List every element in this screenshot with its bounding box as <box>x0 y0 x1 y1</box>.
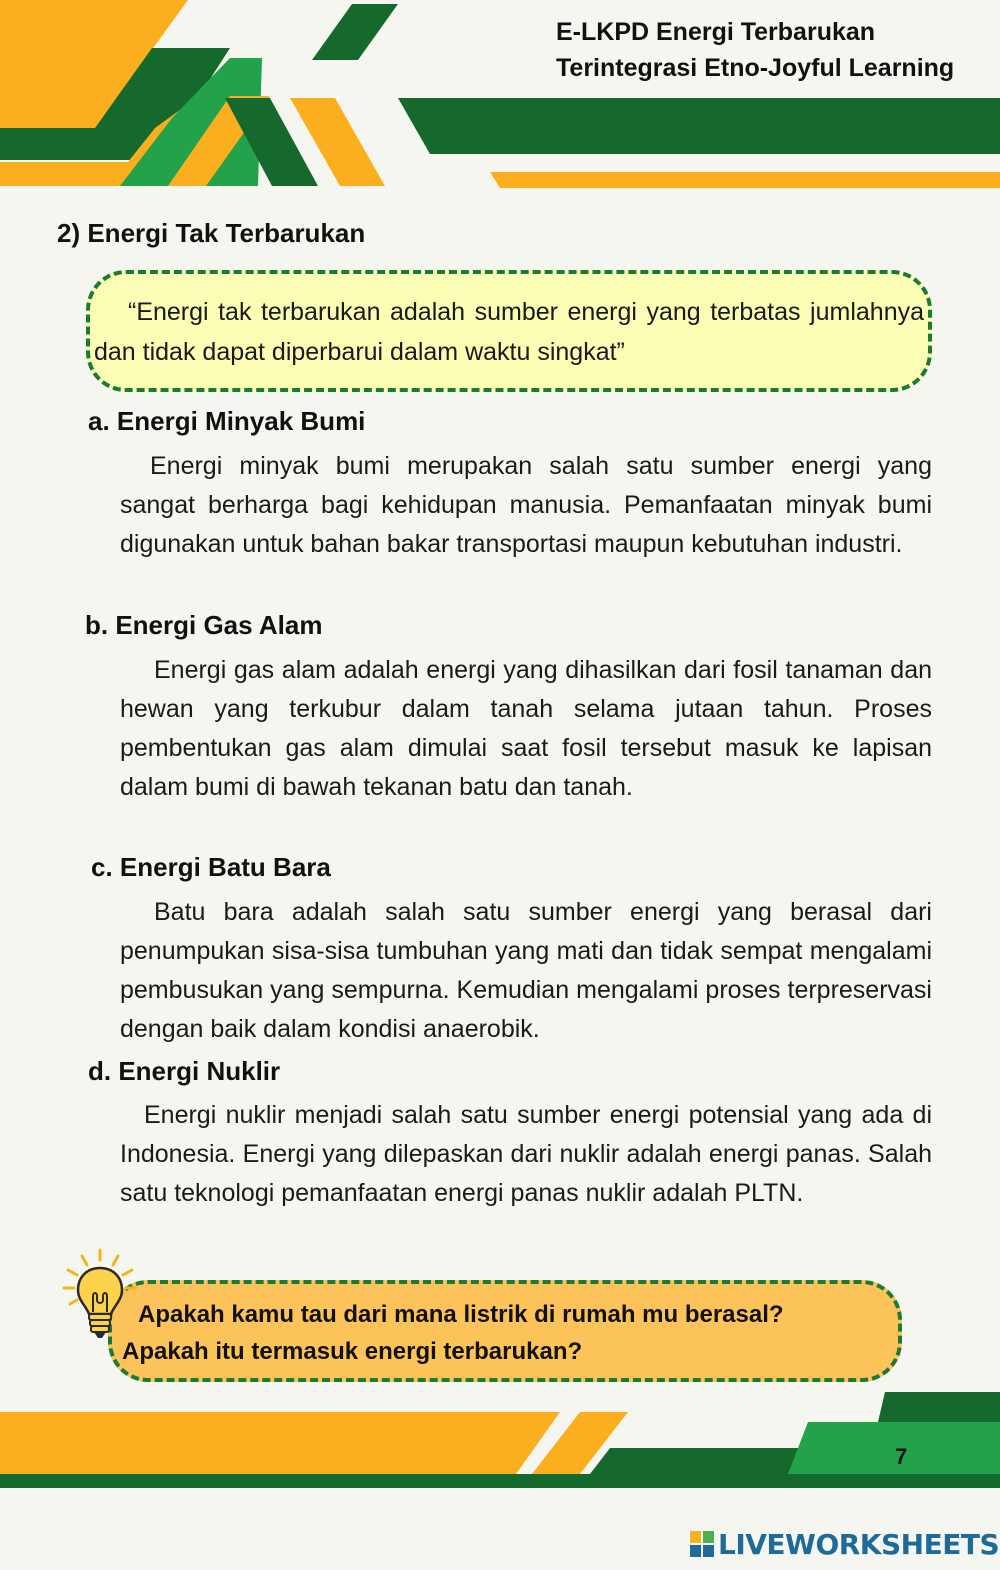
subsection-heading-batu-bara: c. Energi Batu Bara <box>91 852 331 882</box>
page-number: 7 <box>895 1444 908 1469</box>
title-line-1: E-LKPD Energi Terbarukan <box>556 18 876 46</box>
subsection-text-gas-alam: Energi gas alam adalah energi yang dihasilkan dari fosil tanaman dan hewan yang terkubur dalam tanah selama jutaan tahun. Proses pembentukan gas alam dimulai saat fosil tersebut masuk ke lapisan dalam bumi di bawah tekanan batu dan tanah. <box>120 656 932 801</box>
liveworksheets-logo-icon <box>690 1531 714 1557</box>
subsection-text-nuklir: Energi nuklir menjadi salah satu sumber energi potensial yang ada di Indonesia. Energi yang dilepaskan dari nuklir adalah energi panas. Salah satu teknologi pemanfaatan energi panas nuklir adalah PLTN. <box>120 1101 932 1207</box>
footer-decoration <box>0 1390 1000 1490</box>
title-line-2: Terintegrasi Etno-Joyful Learning <box>556 54 955 82</box>
definition-box <box>86 270 932 392</box>
subsection-text-batu-bara: Batu bara adalah salah satu sumber energi yang berasal dari penumpukan sisa-sisa tumbuhan yang mati dan tidak sempat mengalami pembusukan yang sempurna. Kemudian mengalami proses terpreservasi dengan baik dalam kondisi anaerobik. <box>120 898 932 1043</box>
question-box <box>108 1280 902 1382</box>
section-heading: 2) Energi Tak Terbarukan <box>57 218 366 248</box>
question-line-2: Apakah itu termasuk energi terbarukan? <box>122 1338 583 1365</box>
logo-text: LIVEWORKSHEETS <box>718 1527 1000 1561</box>
subsection-heading-gas-alam: b. Energi Gas Alam <box>85 610 323 640</box>
document-title <box>556 14 996 86</box>
definition-text: “Energi tak terbarukan adalah sumber energi yang terbatas jumlahnya dan tidak dapat diperbarui dalam waktu singkat” <box>94 298 924 366</box>
subsection-text-minyak-bumi: Energi minyak bumi merupakan salah satu sumber energi yang sangat berharga bagi kehidupan manusia. Pemanfaatan minyak bumi digunakan untuk bahan bakar transportasi maupun kebutuhan industri. <box>120 452 932 558</box>
subsection-heading-nuklir: d. Energi Nuklir <box>88 1056 281 1086</box>
liveworksheets-logo <box>690 1526 999 1562</box>
lightbulb-icon <box>62 1248 138 1344</box>
subsection-heading-minyak-bumi: a. Energi Minyak Bumi <box>88 406 366 436</box>
question-line-1: Apakah kamu tau dari mana listrik di rumah mu berasal? <box>138 1301 784 1328</box>
